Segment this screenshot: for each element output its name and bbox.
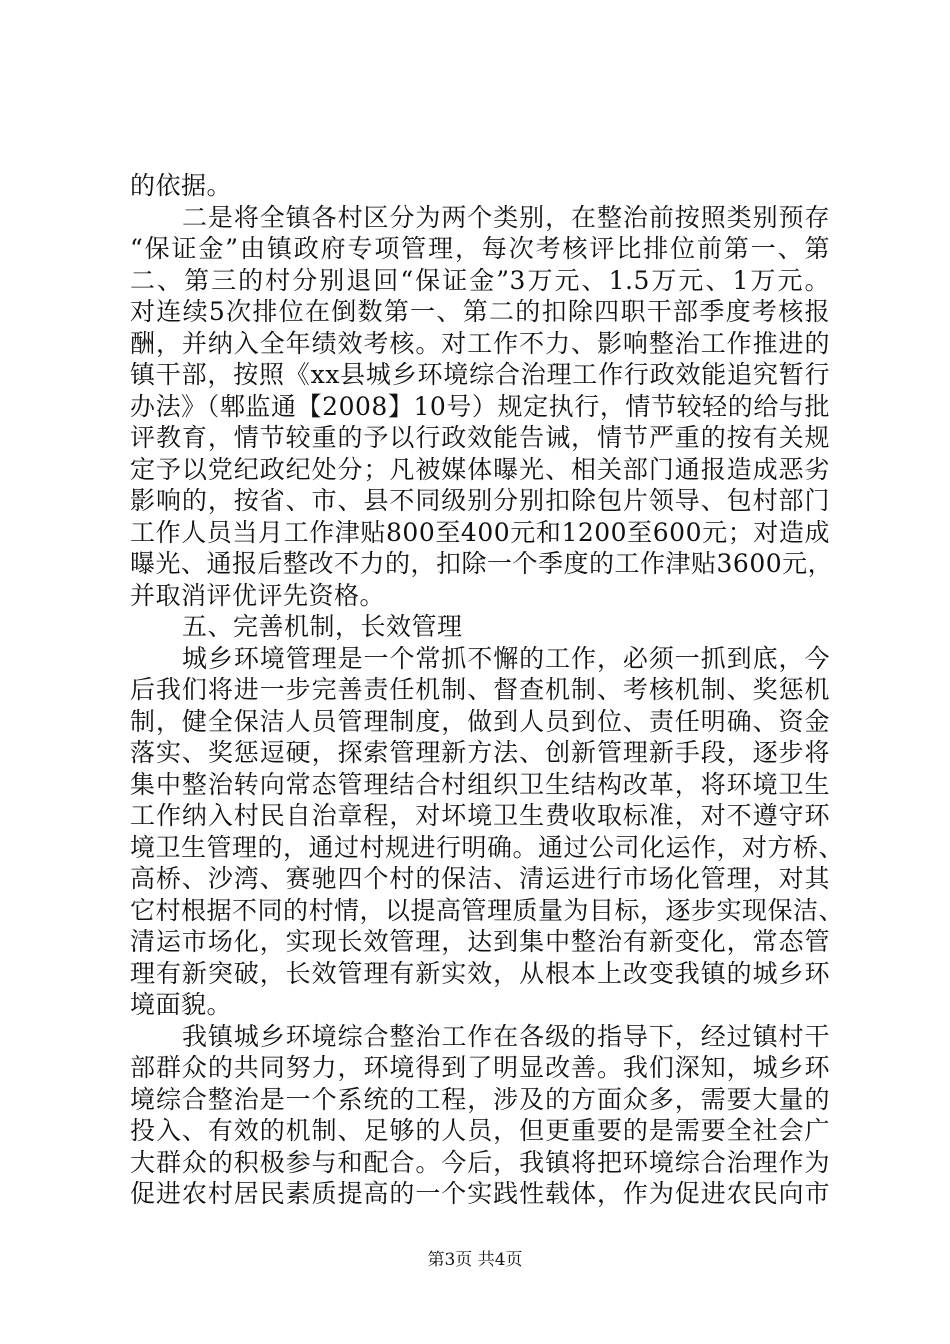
text-line: 清运市场化，实现长效管理，达到集中整治有新变化，常态管 (130, 927, 830, 956)
text-line: 落实、奖惩逗硬，探索管理新方法、创新管理新手段，逐步将 (130, 738, 830, 767)
document-body (130, 170, 845, 1210)
text-line: 部群众的共同努力，环境得到了明显改善。我们深知，城乡环 (130, 1053, 830, 1082)
text-line: 制，健全保洁人员管理制度，做到人员到位、责任明确、资金 (130, 706, 830, 736)
text-line: 后我们将进一步完善责任机制、督查机制、考核机制、奖惩机 (130, 675, 830, 704)
text-line: 工作人员当月工作津贴800至400元和1200至600元；对造成 (130, 517, 830, 547)
text-line: 我镇城乡环境综合整治工作在各级的指导下，经过镇村干 (182, 1021, 830, 1051)
text-line: 酬，并纳入全年绩效考核。对工作不力、影响整治工作推进的 (130, 328, 830, 358)
text-line: 投入、有效的机制、足够的人员，但更重要的是需要全社会广 (130, 1116, 830, 1145)
text-line: 境综合整治是一个系统的工程，涉及的方面众多，需要大量的 (130, 1084, 830, 1114)
text-line: 大群众的积极参与和配合。今后，我镇将把环境综合治理作为 (130, 1147, 830, 1177)
text-line: 评教育，情节较重的予以行政效能告诫，情节严重的按有关规 (130, 423, 830, 452)
text-line: 促进农村居民素质提高的一个实践性载体，作为促进农民向市 (130, 1179, 830, 1208)
text-line: 高桥、沙湾、赛驰四个村的保洁、清运进行市场化管理，对其 (130, 864, 830, 893)
text-line: 镇干部，按照《xx县城乡环境综合治理工作行政效能追究暂行 (130, 360, 830, 389)
text-line: 城乡环境管理是一个常抓不懈的工作，必须一抓到底，今 (182, 643, 830, 673)
text-line: 曝光、通报后整改不力的，扣除一个季度的工作津贴3600元， (130, 549, 834, 578)
text-line: 境面貌。 (130, 990, 233, 1019)
text-line: 集中整治转向常态管理结合村组织卫生结构改革，将环境卫生 (130, 769, 830, 799)
text-line: 的依据。 (130, 171, 233, 200)
text-line: “保证金”由镇政府专项管理，每次考核评比排位前第一、第 (130, 234, 830, 263)
text-line: 影响的，按省、市、县不同级别分别扣除包片领导、包村部门 (130, 486, 830, 515)
text-line: 对连续5次排位在倒数第一、第二的扣除四职干部季度考核报 (130, 297, 830, 326)
text-line: 并取消评优评先资格。 (130, 580, 386, 610)
text-line: 境卫生管理的，通过村规进行明确。通过公司化运作，对方桥、 (130, 832, 845, 862)
text-line: 工作纳入村民自治章程，对坏境卫生费收取标准，对不遵守环 (130, 801, 830, 830)
text-line: 二是将全镇各村区分为两个类别，在整治前按照类别预存 (182, 202, 830, 232)
text-line: 五、完善机制，长效管理 (182, 612, 463, 641)
text-line: 它村根据不同的村情，以提高管理质量为目标，逐步实现保洁、 (130, 895, 845, 925)
text-line: 二、第三的村分别退回“保证金”3万元、1.5万元、1万元。 (130, 265, 830, 295)
text-line: 理有新突破，长效管理有新实效，从根本上改变我镇的城乡环 (130, 958, 830, 988)
text-line: 办法》（郫监通【2008】10号）规定执行，情节较轻的给与批 (130, 391, 830, 421)
page-footer: 第3页 共4页 (427, 1250, 523, 1270)
text-line: 定予以党纪政纪处分；凡被媒体曝光、相关部门通报造成恶劣 (130, 454, 830, 484)
